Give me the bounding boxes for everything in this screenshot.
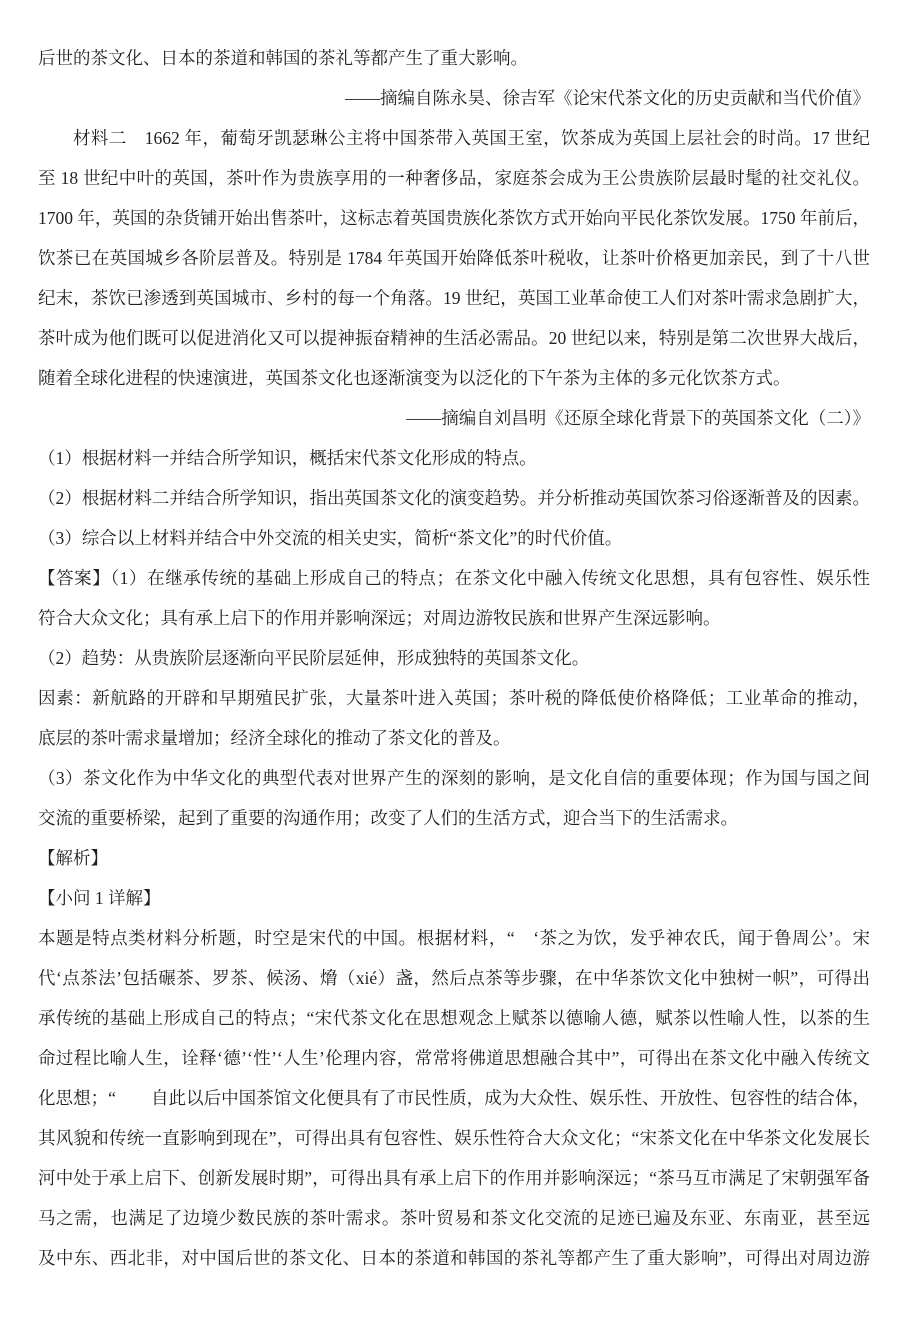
question-1: （1）根据材料一并结合所学知识，概括宋代茶文化形成的特点。 (38, 448, 537, 468)
material-two-line-4: 饮茶已在英国城乡各阶层普及。特别是 1784 年英国开始降低茶叶税收，让茶叶价格更加亲民，到了十八世 (38, 248, 870, 268)
answer-line-1: 【答案】（1）在继承传统的基础上形成自己的特点；在茶文化中融入传统文化思想，具有包容性、娱乐性 (38, 568, 870, 588)
material-two-line-6: 茶叶成为他们既可以促进消化又可以提神振奋精神的生活必需品。20 世纪以来，特别是第二次世界大战后， (38, 328, 870, 348)
answer-line-4: 因素：新航路的开辟和早期殖民扩张，大量茶叶进入英国；茶叶税的降低使价格降低；工业革命的推动， (38, 688, 870, 708)
analysis-line-2: 代‘点茶法’包括碾茶、罗茶、候汤、熁（xié）盏，然后点茶等步骤，在中华茶饮文化中独树一帜”，可得出 (38, 968, 870, 988)
answer-line-3: （2）趋势：从贵族阶层逐渐向平民阶层延伸，形成独特的英国茶文化。 (38, 648, 590, 668)
material-two-line-5: 纪末，茶饮已渗透到英国城市、乡村的每一个角落。19 世纪，英国工业革命使工人们对茶叶需求急剧扩大， (38, 288, 870, 308)
material-two-line-3: 1700 年，英国的杂货铺开始出售茶叶，这标志着英国贵族化茶饮方式开始向平民化茶饮发展。1750 年前后， (38, 208, 870, 228)
citation-material-one: ——摘编自陈永昊、徐吉军《论宋代茶文化的历史贡献和当代价值》 (345, 88, 870, 108)
material-two-line-1: 材料二 1662 年，葡萄牙凯瑟琳公主将中国茶带入英国王室，饮茶成为英国上层社会的时尚。17 世纪 (73, 128, 870, 148)
analysis-header: 【解析】 (38, 848, 108, 868)
analysis-line-7: 河中处于承上启下、创新发展时期”，可得出具有承上启下的作用并影响深远；“茶马互市满足了宋朝强军备 (38, 1168, 870, 1188)
answer-line-7: 交流的重要桥梁，起到了重要的沟通作用；改变了人们的生活方式，迎合当下的生活需求。 (38, 808, 738, 828)
analysis-line-5: 化思想；“ 自此以后中国茶馆文化便具有了市民性质，成为大众性、娱乐性、开放性、包容性的结合体， (38, 1088, 870, 1108)
material-two-line-7: 随着全球化进程的快速演进，英国茶文化也逐渐演变为以泛化的下午茶为主体的多元化饮茶方式。 (38, 368, 791, 388)
answer-line-2: 符合大众文化；具有承上启下的作用并影响深远；对周边游牧民族和世界产生深远影响。 (38, 608, 721, 628)
question-2: （2）根据材料二并结合所学知识，指出英国茶文化的演变趋势。并分析推动英国饮茶习俗逐渐普及的因素。 (38, 488, 870, 508)
analysis-line-1: 本题是特点类材料分析题，时空是宋代的中国。根据材料，“ ‘茶之为饮，发乎神农氏，闻于鲁周公’。宋 (38, 928, 870, 948)
analysis-line-4: 命过程比喻人生，诠释‘德’‘性’‘人生’伦理内容，常常将佛道思想融合其中”，可得出在茶文化中融入传统文 (38, 1048, 870, 1068)
question-3: （3）综合以上材料并结合中外交流的相关史实，简析“茶文化”的时代价值。 (38, 528, 623, 548)
document-body (38, 38, 870, 1278)
material-one-last-line: 后世的茶文化、日本的茶道和韩国的茶礼等都产生了重大影响。 (38, 48, 528, 68)
analysis-line-3: 承传统的基础上形成自己的特点；“宋代茶文化在思想观念上赋茶以德喻人德，赋茶以性喻人性，以茶的生 (38, 1008, 870, 1028)
citation-material-two: ——摘编自刘昌明《还原全球化背景下的英国茶文化（二）》 (406, 408, 870, 428)
material-two-line-2: 至 18 世纪中叶的英国，茶叶作为贵族享用的一种奢侈品，家庭茶会成为王公贵族阶层最时髦的社交礼仪。 (38, 168, 870, 188)
answer-line-6: （3）茶文化作为中华文化的典型代表对世界产生的深刻的影响，是文化自信的重要体现；作为国与国之间 (38, 768, 870, 788)
analysis-line-6: 其风貌和传统一直影响到现在”，可得出具有包容性、娱乐性符合大众文化；“宋茶文化在中华茶文化发展长 (38, 1128, 870, 1148)
analysis-line-8: 马之需，也满足了边境少数民族的茶叶需求。茶叶贸易和茶文化交流的足迹已遍及东亚、东南亚，甚至远 (38, 1208, 870, 1228)
analysis-line-9: 及中东、西北非，对中国后世的茶文化、日本的茶道和韩国的茶礼等都产生了重大影响”，可得出对周边游 (38, 1248, 870, 1268)
answer-line-5: 底层的茶叶需求量增加；经济全球化的推动了茶文化的普及。 (38, 728, 511, 748)
subquestion-1-header: 【小问 1 详解】 (38, 888, 161, 908)
